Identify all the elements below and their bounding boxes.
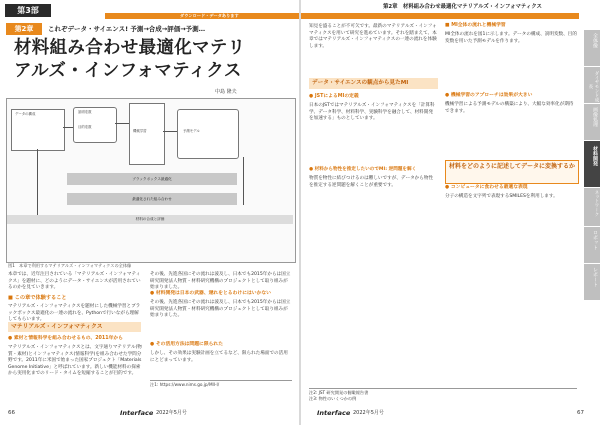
section-heading: ■ この章で体験すること [8, 295, 67, 301]
figure-arrow [243, 157, 244, 205]
section-heading: ● 材料開発は日本の武器、遅れをとるわけにはいかない [150, 291, 271, 296]
section-heading: ● その活用方法は問題に限られた [150, 342, 224, 347]
figure-block-blackbox: ブラックボックス最適化 [67, 173, 237, 185]
section-body: その後、先進各国にその流れは波及し、日本でも2015年からは国立研究開発法人物質・材料研究機構のプロジェクトとして取り組みが始まりました。 [150, 300, 291, 319]
page-title-line2: アルズ・インフォマティクス [14, 61, 242, 81]
figure-block-synthesis: 材料の合成と評価 [7, 215, 293, 224]
section-heading: ■ MI全体の流れと機械学習 [445, 23, 506, 28]
author: 中島 隆夫 [215, 89, 237, 95]
section-banner: マテリアルズ・インフォマティクス [8, 322, 141, 332]
section-heading: ● 素材と情報科学を組み合わせるもの、2011年から [8, 336, 123, 341]
figure-arrow [163, 131, 177, 132]
figure-block-data: データの構成 [11, 109, 65, 151]
magazine-name: Interface [317, 409, 351, 417]
section-badge: 第3部 [5, 4, 51, 17]
issue: 2022年5月号 [156, 410, 187, 416]
header-accent-bar [301, 13, 579, 19]
section-body: マテリアルズ・インフォマティクスを題材にした機械学習とブラックボックス最適化の一連の流れを、Pythonで行いながら理解してもらいます。 [8, 304, 141, 323]
side-tab: 画像処理 [584, 104, 600, 140]
footnote: 注1: https://www.nims.go.jp/MII-I/ [150, 382, 220, 387]
page-title-line1: 材料組み合わせ最適化マテリ [14, 38, 246, 58]
side-tab: ダイヤモンド成長 [584, 67, 600, 103]
side-tab: 全体像 [584, 30, 600, 66]
footnote-divider [150, 380, 292, 381]
figure-arrow [63, 127, 73, 128]
section-heading: ● JSTによるMIの定義 [309, 94, 359, 99]
section-body: 物質を物性に結びつけるのは難しいですが、データから物性を推定する逆問題を解くことが重要です。 [309, 176, 434, 188]
side-tab: ネットワーク [584, 188, 600, 226]
side-tab: ロボット [584, 227, 600, 263]
chapter-badge: 第2章 [6, 23, 42, 35]
section-body: MI全体の流れを図1に示します。データの構成、説明変数、目的変数を用いた予測モデルを作ります。 [445, 32, 577, 44]
download-tag: ダウンロード・データあります [180, 12, 239, 18]
figure-block-ml: 機械学習 [129, 103, 165, 165]
section-body: マテリアルズ・インフォマティクスとは、文字通りマテリアル(物質・素材)とインフォマティクス(情報科学)を組み合わせた学問分野です。2011年に米国で始まった国家プロジェクト「Materials Genome Initiative」と呼ばれています。新しい機能材料の探索から実用化までのリード・タイムを短縮することが目的です。 [8, 345, 142, 377]
page-number: 67 [577, 410, 584, 416]
figure-1 [6, 98, 296, 263]
chapter-header: 第2章 材料組み合わせ最適化マテリアルズ・インフォマティクス [383, 4, 542, 10]
figure-block-model: 予測モデル [177, 109, 239, 159]
side-tab-active: 材料開発 [584, 141, 600, 187]
page-number: 66 [8, 410, 15, 416]
footnotes: 注2: JST 研究開発の俯瞰報告書 注3: 物性のいくつかの例 [309, 390, 369, 401]
section-banner: データ・サイエンスの観点から見たMI [309, 78, 438, 89]
section-heading: ● 機械学習のアプローチは効果が大きい [445, 93, 533, 98]
footnote-divider [309, 388, 577, 389]
section-heading: ● 材料から物性を推定したいのでMI: 逆問題を解く [309, 167, 417, 172]
magazine-name: Interface [120, 409, 154, 417]
figure-arrow [115, 123, 129, 124]
intro-paragraph: 本章では、近年注目されている「マテリアルズ・インフォマティクス」を題材に、どのようにデータ・サイエンスが活用されているのかを見ていきます。 [8, 272, 141, 291]
section-heading: ● コンピュータに食わせる最適な表現 [445, 185, 528, 190]
figure-arrow [37, 149, 38, 215]
section-body: しかし、その効果は実験計画を立てるなど、限られた場面での活用にとどまっています。 [150, 351, 288, 363]
figure-block-optimized: 最適化された組み合わせ [67, 193, 237, 205]
section-body: 分子の構造を文字列で表現するSMILESを利用します。 [445, 194, 558, 199]
chapter-subtitle: これぞデータ・サイエンス! 予測→合成→評価→予測… [48, 25, 206, 33]
section-body: 機械学習による予測モデルの構築により、大幅な効率化が期待できます。 [445, 102, 574, 114]
column-paragraph: その後、先進各国にその流れは波及し、日本でも2015年からは国立研究開発法人物質・材料研究機構のプロジェクトとして取り組みが始まりました。 [150, 272, 291, 291]
figure-block-features: 説明変数 目的変数 [73, 107, 117, 143]
column-paragraph: 知見を盛ることが不可欠です。最新のマテリアルズ・インフォマティクスを用いて研究を進めています。それを踏まえて、本章ではマテリアルズ・インフォマティクスの一連の流れを体験します。 [309, 24, 437, 49]
issue: 2022年5月号 [353, 410, 384, 416]
section-body: 日本のJSTではマテリアルズ・インフォマティクスを「計算科学、データ科学、材料科学、実験科学を融合して、材料開発を加速する」ものとしています。 [309, 103, 435, 122]
section-banner: 材料をどのように記述してデータに変換するか [445, 160, 579, 184]
side-tab: レポート [584, 264, 600, 300]
left-page [0, 0, 299, 425]
right-page [301, 0, 600, 425]
figure-caption: 図1 本章で利用するマテリアルズ・インフォマティクスの全体像 [8, 263, 132, 268]
